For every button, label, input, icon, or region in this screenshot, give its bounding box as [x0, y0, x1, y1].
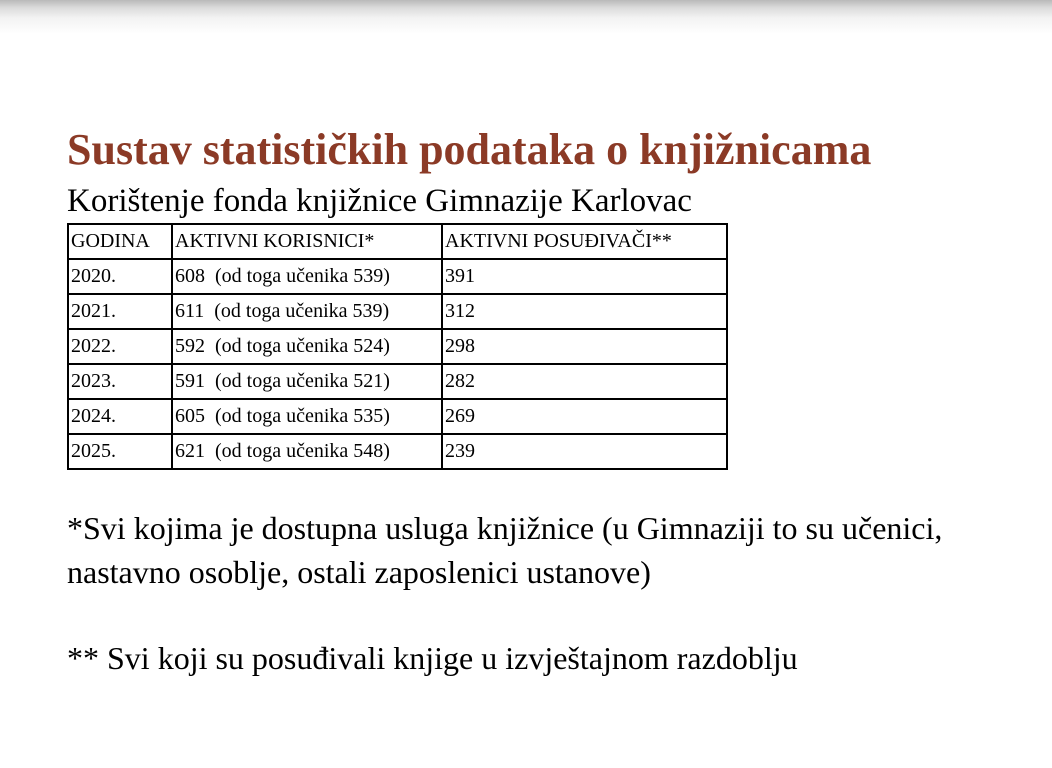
active-borrowers-cell: 269 [442, 399, 727, 434]
year-cell: 2025. [68, 434, 172, 469]
active-borrowers-cell: 282 [442, 364, 727, 399]
page-title: Sustav statističkih podataka o knjižnicama [67, 125, 872, 174]
table-row [68, 434, 727, 469]
footnote-active-users: *Svi kojima je dostupna usluga knjižnice (u Gimnaziji to su učenici, nastavno osoblje, ostali zaposlenici ustanove) [67, 510, 943, 590]
top-shadow [0, 0, 1052, 34]
year-cell: 2020. [68, 259, 172, 294]
active-users-cell: 621 (od toga učenika 548) [172, 434, 442, 469]
statistics-table [67, 223, 728, 470]
year-cell: 2022. [68, 329, 172, 364]
page-subtitle: Korištenje fonda knjižnice Gimnazije Karlovac [67, 183, 692, 219]
active-borrowers-cell: 391 [442, 259, 727, 294]
table-row [68, 399, 727, 434]
column-header-active-borrowers: AKTIVNI POSUĐIVAČI** [442, 224, 727, 259]
active-users-cell: 592 (od toga učenika 524) [172, 329, 442, 364]
active-borrowers-cell: 298 [442, 329, 727, 364]
active-users-cell: 608 (od toga učenika 539) [172, 259, 442, 294]
table-row [68, 294, 727, 329]
table-row [68, 364, 727, 399]
table-row [68, 259, 727, 294]
year-cell: 2021. [68, 294, 172, 329]
active-borrowers-cell: 239 [442, 434, 727, 469]
table-row [68, 329, 727, 364]
year-cell: 2024. [68, 399, 172, 434]
active-users-cell: 611 (od toga učenika 539) [172, 294, 442, 329]
footnote-active-borrowers: ** Svi koji su posuđivali knjige u izvještajnom razdoblju [67, 640, 798, 676]
column-header-year: GODINA [68, 224, 172, 259]
active-borrowers-cell: 312 [442, 294, 727, 329]
active-users-cell: 605 (od toga učenika 535) [172, 399, 442, 434]
column-header-active-users: AKTIVNI KORISNICI* [172, 224, 442, 259]
year-cell: 2023. [68, 364, 172, 399]
active-users-cell: 591 (od toga učenika 521) [172, 364, 442, 399]
table-header-row [68, 224, 727, 259]
